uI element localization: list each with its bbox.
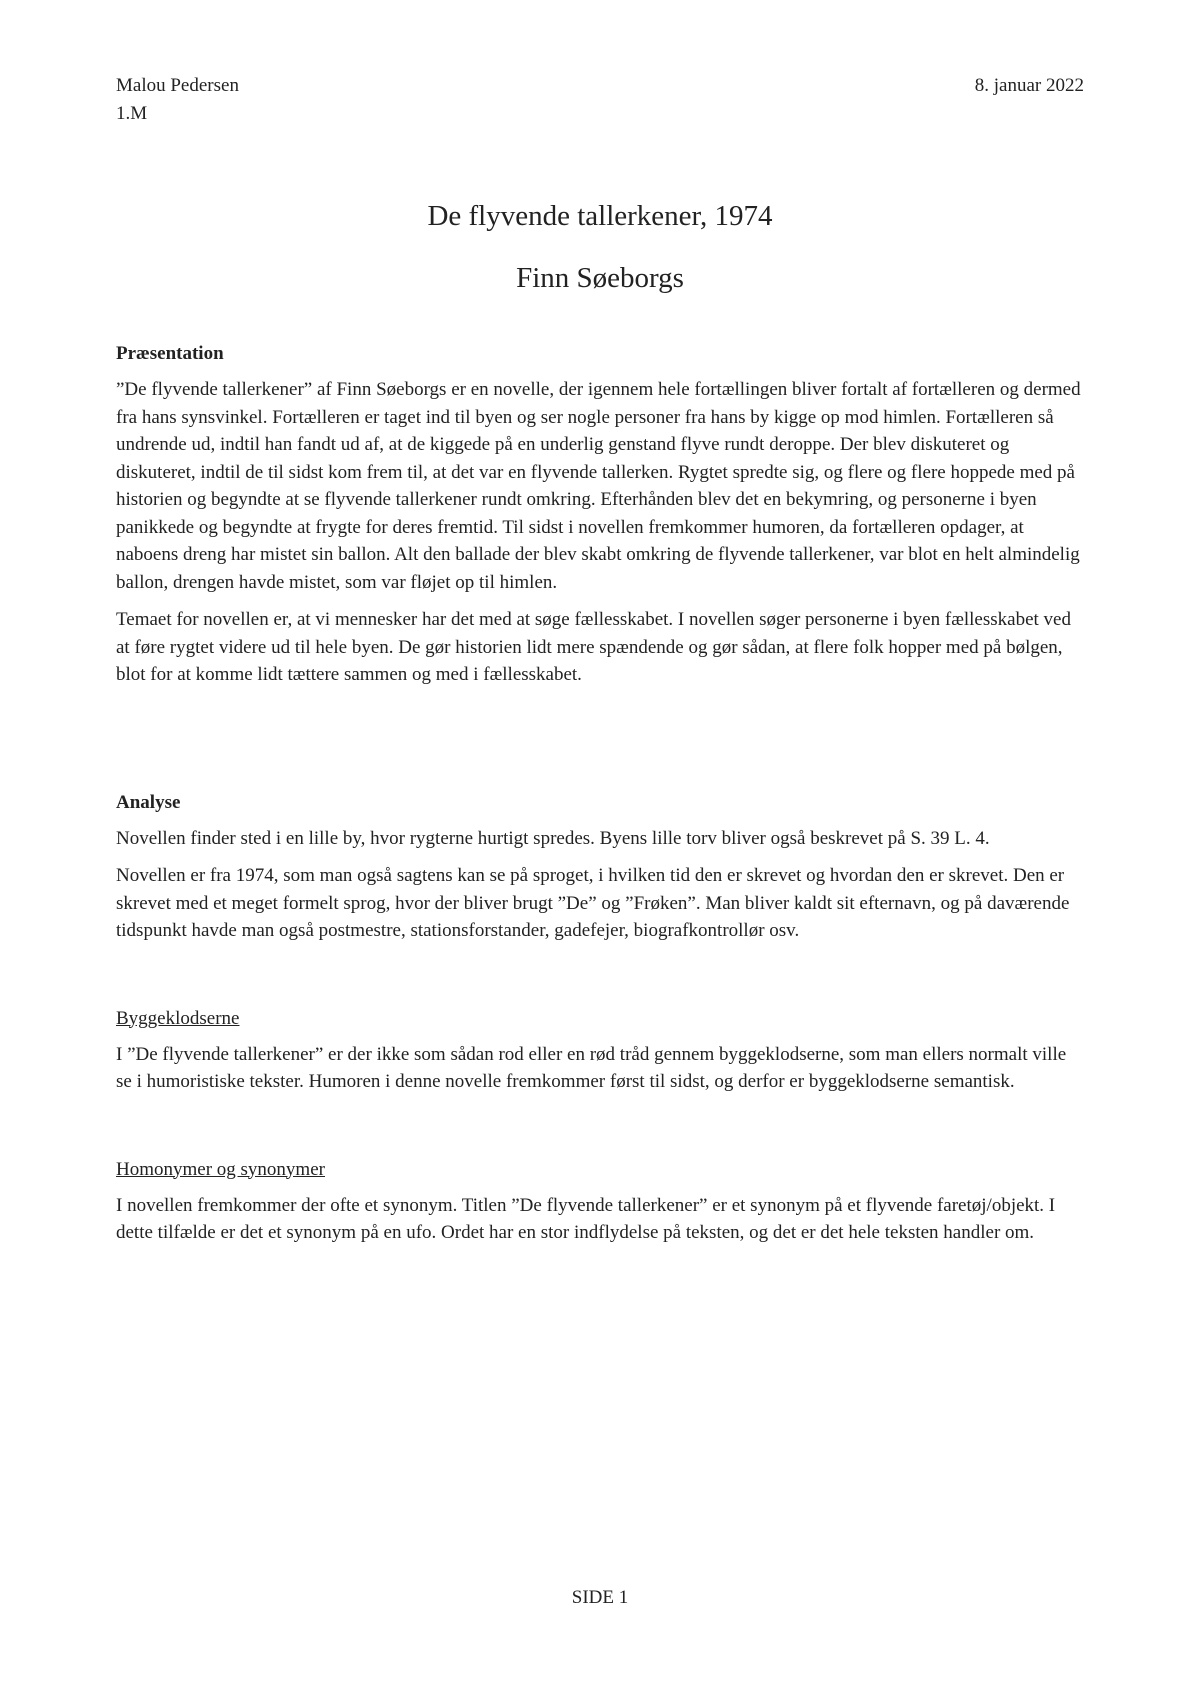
- paragraph: Novellen finder sted i en lille by, hvor rygterne hurtigt spredes. Byens lille torv bliver også beskrevet på S. 39 L. 4.: [116, 827, 990, 849]
- paragraph: ”De flyvende tallerkener” af Finn Søeborgs er en novelle, der igennem hele fortællingen bliver fortalt af fortælleren og dermed fra hans synsvinkel. Fortælleren er taget ind til byen og ser nogle personer fra hans by kigge op mod himlen. Fortælleren så undrende ud, indtil han fandt ud af, at de kiggede på en underlig genstand flyve rundt deroppe. Der blev diskuteret og diskuteret, indtil de til sidst kom frem til, at det var en flyvende tallerken. Rygtet spredte sig, og flere og flere hoppede med på historien og begyndte at se flyvende tallerkener rundt omkring. Efterhånden blev det en bekymring, og personerne i byen panikkede og begyndte at frygte for deres fremtid. Til sidst i novellen fremkommer humoren, da fortælleren opdager, at naboens dreng har mistet sin ballon. Alt den ballade der blev skabt omkring de flyvende tallerkener, var blot en helt almindelig ballon, drengen havde mistet, som var fløjet op til himlen.: [116, 379, 1081, 593]
- author-name: Malou Pedersen: [116, 75, 239, 96]
- document-body: [116, 190, 1084, 1257]
- document-title: De flyvende tallerkener, 1974: [427, 200, 773, 232]
- page-number: SIDE 1: [571, 1587, 629, 1608]
- header-right: [975, 72, 1084, 100]
- section-heading: Analyse: [116, 791, 181, 813]
- spacer: [116, 699, 1084, 789]
- section-analysis: [116, 789, 1084, 945]
- section-homonyms: [116, 1156, 1084, 1247]
- paragraph: I ”De flyvende tallerkener” er der ikke som sådan rod eller en rød tråd gennem byggeklodserne, som man ellers normalt ville se i humoristiske tekster. Humoren i denne novelle fremkommer først til sidst, og derfor er byggeklodserne semantisk.: [116, 1043, 1067, 1092]
- section-heading: Præsentation: [116, 343, 224, 364]
- paragraph: Temaet for novellen er, at vi mennesker har det med at søge fællesskabet. I novellen søger personerne i byen fællesskabet ved at føre rygtet videre ud til hele byen. De gør historien lidt mere spændende og gør sådan, at flere folk hopper med på bølgen, blot for at komme lidt tættere sammen og med i fællesskabet.: [116, 609, 1071, 685]
- section-building-blocks: [116, 1005, 1084, 1096]
- sub-heading: Homonymer og synonymer: [116, 1158, 325, 1180]
- paragraph: I novellen fremkommer der ofte et synonym. Titlen ”De flyvende tallerkener” er et synonym på et flyvende faretøj/objekt. I dette tilfælde er det et synonym på en ufo. Ordet har en stor indflydelse på teksten, og det er det hele teksten handler om.: [116, 1194, 1056, 1243]
- header-left: [116, 72, 239, 128]
- section-presentation: [116, 340, 1084, 689]
- spacer: [116, 1106, 1084, 1156]
- class-label: 1.M: [116, 103, 148, 124]
- spacer: [116, 955, 1084, 1005]
- sub-heading: Byggeklodserne: [116, 1007, 240, 1029]
- paragraph: Novellen er fra 1974, som man også sagtens kan se på sproget, i hvilken tid den er skrevet og hvordan den er skrevet. Den er skrevet med et meget formelt sprog, hvor der bliver brugt ”De” og ”Frøken”. Man bliver kaldt sit efternavn, og på daværende tidspunkt havde man også postmestre, stationsforstander, gadefejer, biografkontrollør osv.: [116, 865, 1070, 941]
- document-subtitle: Finn Søeborgs: [516, 262, 684, 294]
- document-date: 8. januar 2022: [974, 75, 1084, 96]
